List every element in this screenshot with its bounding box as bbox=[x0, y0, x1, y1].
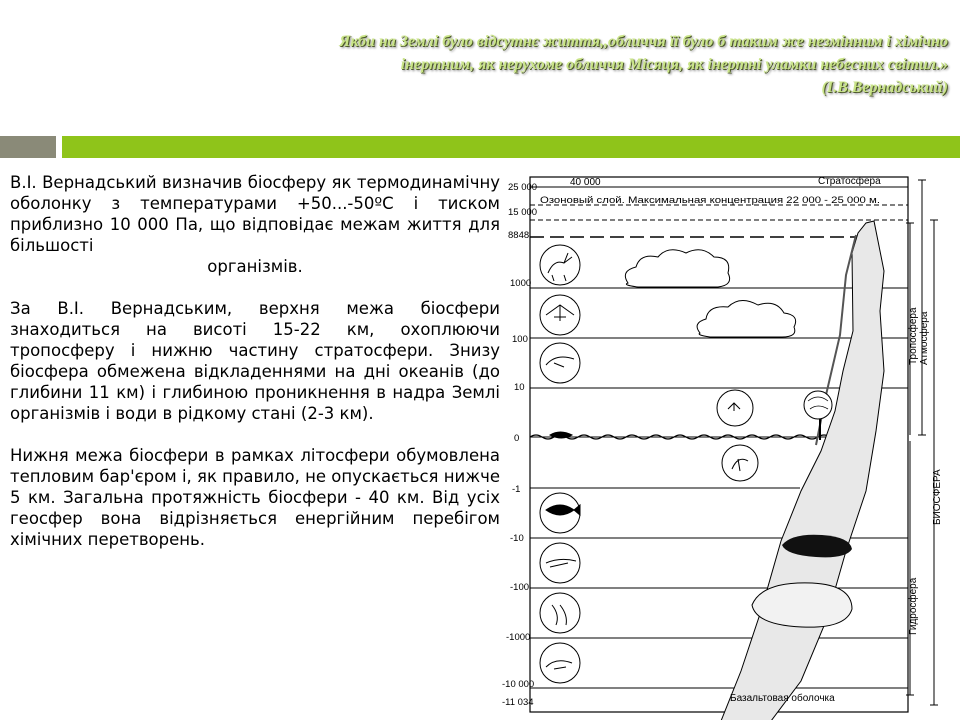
paragraph-1-last: організмів. bbox=[207, 257, 303, 276]
scale-label: -10 bbox=[510, 533, 524, 544]
scale-label: 1000 bbox=[510, 278, 532, 289]
biosphere-label: БИОСФЕРА bbox=[932, 469, 943, 525]
animal-icon bbox=[540, 245, 580, 285]
biosphere-diagram bbox=[500, 165, 960, 720]
hydrosphere-label: Гидросфера bbox=[908, 577, 919, 635]
scale-label: 8848 bbox=[508, 230, 530, 241]
deep-sea-icon bbox=[540, 643, 580, 683]
quote bbox=[68, 30, 948, 99]
header-bar-left bbox=[0, 136, 56, 158]
stratosphere-label: Стратосфера bbox=[818, 176, 881, 187]
scale-label: -1 bbox=[512, 484, 521, 495]
quote-line-2: інертним, як нерухоме обличчя Місяця, як інертні уламки небесних світил.» bbox=[400, 56, 948, 73]
quote-author: (І.В.Вернадський) bbox=[821, 79, 948, 96]
paragraph-3: Нижня межа біосфери в рамках літосфери обумовлена тепловим бар'єром і, як правило, не опускається нижче 5 км. Загальна протяжність біосфери - 40 км. Від усіх геосфер вона відрізняється енергійним перебігом хімічних перетворень. bbox=[10, 446, 500, 549]
paragraph-1-text: В.І. Вернадський визначив біосферу як термодинамічну оболонку з температурами +50...-50ºС і тиском приблизно 10 000 Па, що відповідає межам життя для більшості bbox=[10, 173, 500, 255]
scale-label: 15 000 bbox=[508, 207, 538, 218]
insect-icon bbox=[717, 390, 753, 426]
troposphere-label: Тропосфера bbox=[908, 307, 919, 365]
scale-label: 25 000 bbox=[508, 182, 538, 193]
paragraph-1 bbox=[10, 172, 500, 277]
scale-label: -10 000 bbox=[502, 679, 535, 690]
quote-line-1: Якби на Землі було відсутнє життя,,обличчя її було б таким же незмінним і хімічно bbox=[339, 33, 948, 50]
ozone-label: Озоновый слой. Максимальная концентрация 22 000 - 25 000 м. bbox=[540, 195, 880, 205]
header-bar-right bbox=[62, 136, 960, 158]
basalt-label: Базальтовая оболочка bbox=[730, 693, 835, 704]
scale-label: 100 bbox=[512, 334, 528, 345]
plant-icon bbox=[722, 445, 758, 481]
top-value-label: 40 000 bbox=[570, 177, 601, 188]
squid-icon bbox=[540, 593, 580, 633]
body-text bbox=[10, 172, 500, 571]
atmosphere-label: Атмосфера bbox=[919, 311, 930, 365]
scale-label: 0 bbox=[514, 433, 520, 444]
scale-label: 10 bbox=[514, 382, 525, 393]
underground-lens bbox=[752, 583, 852, 627]
bird-flying-icon bbox=[540, 343, 580, 383]
scale-label: -11 034 bbox=[502, 697, 534, 708]
paragraph-2: За В.І. Вернадським, верхня межа біосфери знаходиться на висоті 15-22 км, охоплюючи тропосферу і нижню частину стратосфери. Знизу біосфера обмежена відкладеннями на дні океанів (до глибини 11 км) і глибиною проникнення в надра Землі організмів і води в рідкому стані (2-3 км). bbox=[10, 299, 500, 423]
scale-label: -100 bbox=[510, 582, 530, 593]
scale-label: -1000 bbox=[506, 632, 531, 643]
